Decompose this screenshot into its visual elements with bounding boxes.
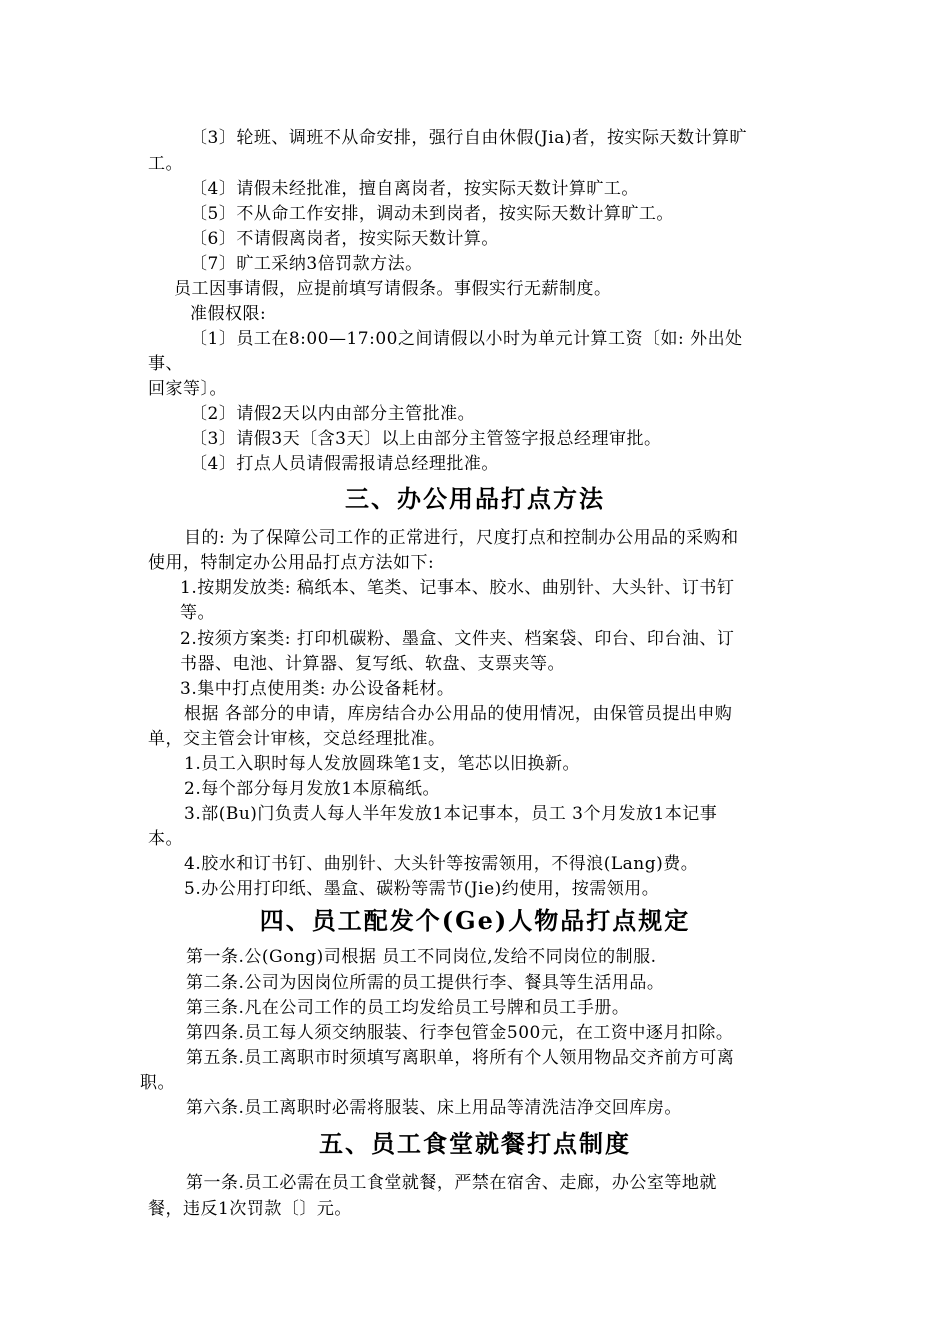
text-line: 职。 <box>140 1073 175 1093</box>
text-line: 1.员工入职时每人发放圆珠笔1支，笔芯以旧换新。 <box>184 754 581 774</box>
text-line: 使用，特制定办公用品打点方法如下: <box>148 553 435 573</box>
text-line: 本。 <box>148 829 183 849</box>
section-heading: 三、办公用品打点方法 <box>345 484 605 513</box>
text-line: 〔6〕不请假离岗者，按实际天数计算。 <box>190 229 499 249</box>
text-line: 第一条.公(Gong)司根据 员工不同岗位,发给不同岗位的制服. <box>186 947 657 967</box>
text-line: 第三条.凡在公司工作的员工均发给员工号牌和员工手册。 <box>186 998 630 1018</box>
text-line: 〔3〕轮班、调班不从命安排，强行自由休假(Jia)者，按实际天数计算旷 <box>190 128 747 148</box>
text-line: 〔2〕请假2天以内由部分主管批准。 <box>190 404 476 424</box>
text-line: 回家等〕。 <box>148 379 227 399</box>
text-line: 2.每个部分每月发放1本原稿纸。 <box>184 779 441 799</box>
text-line: 〔7〕旷工采纳3倍罚款方法。 <box>190 254 423 274</box>
text-line: 〔4〕请假未经批准，擅自离岗者，按实际天数计算旷工。 <box>190 179 639 199</box>
text-line: 第六条.员工离职时必需将服装、床上用品等清洗洁净交回库房。 <box>186 1098 682 1118</box>
text-line: 第一条.员工必需在员工食堂就餐，严禁在宿舍、走廊，办公室等地就 <box>186 1173 717 1193</box>
text-line: 事、 <box>148 354 183 374</box>
text-line: 3.部(Bu)门负责人每人半年发放1本记事本，员工 3个月发放1本记事 <box>184 804 718 824</box>
text-line: 准假权限: <box>190 304 267 324</box>
text-line: 工。 <box>148 154 183 174</box>
text-line: 〔5〕不从命工作安排，调动未到岗者，按实际天数计算旷工。 <box>190 204 674 224</box>
text-line: 等。 <box>180 603 215 623</box>
text-line: 目的: 为了保障公司工作的正常进行，尺度打点和控制办公用品的采购和 <box>184 528 739 548</box>
text-line: 餐，违反1次罚款〔〕元。 <box>148 1199 352 1219</box>
text-line: 单，交主管会计审核，交总经理批准。 <box>148 729 446 749</box>
text-line: 1.按期发放类: 稿纸本、笔类、记事本、胶水、曲别针、大头针、订书钉 <box>180 578 735 598</box>
text-line: 第五条.员工离职市时须填写离职单，将所有个人领用物品交齐前方可离 <box>186 1048 735 1068</box>
text-line: 根据 各部分的申请，库房结合办公用品的使用情况，由保管员提出申购 <box>184 704 733 724</box>
text-line: 〔4〕打点人员请假需报请总经理批准。 <box>190 454 499 474</box>
section-heading: 五、员工食堂就餐打点制度 <box>319 1129 631 1158</box>
text-line: 2.按须方案类: 打印机碳粉、墨盒、文件夹、档案袋、印台、印台油、订 <box>180 629 735 649</box>
section-heading: 四、员工配发个(Ge)人物品打点规定 <box>259 906 691 935</box>
text-line: 书器、电池、计算器、复写纸、软盘、支票夹等。 <box>180 654 565 674</box>
text-line: 〔1〕员工在8:00—17:00之间请假以小时为单元计算工资〔如: 外出处 <box>190 329 743 349</box>
text-line: 4.胶水和订书钉、曲别针、大头针等按需领用，不得浪(Lang)费。 <box>184 854 699 874</box>
text-line: 第二条.公司为因岗位所需的员工提供行李、餐具等生活用品。 <box>186 973 665 993</box>
text-line: 3.集中打点使用类: 办公设备耗材。 <box>180 679 455 699</box>
text-line: 〔3〕请假3天〔含3天〕以上由部分主管签字报总经理审批。 <box>190 429 662 449</box>
text-line: 第四条.员工每人须交纳服装、行李包管金500元，在工资中逐月扣除。 <box>186 1023 734 1043</box>
text-line: 5.办公用打印纸、墨盒、碳粉等需节(Jie)约使用，按需领用。 <box>184 879 660 899</box>
text-line: 员工因事请假，应提前填写请假条。事假实行无薪制度。 <box>174 279 612 299</box>
